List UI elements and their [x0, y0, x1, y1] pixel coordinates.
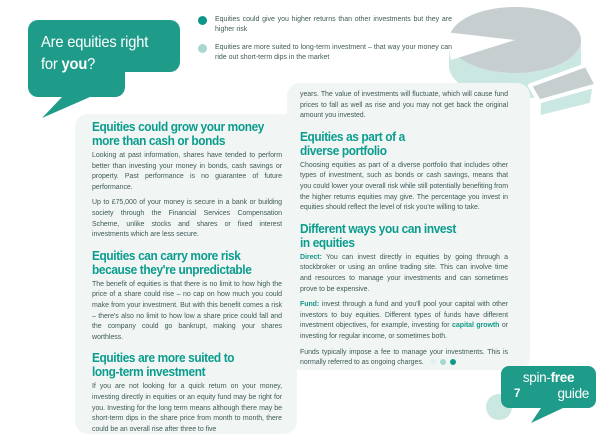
bullet-text: Equities are more suited to long-term investment – that way your money can ride out short-term dips in the market: [215, 44, 452, 61]
right-column: [300, 90, 508, 374]
continuation-paragraph: years. The value of investments will fluctuate, which will cause fund prices to fall as well as rise and you may not get back the original amount you invested.: [300, 91, 508, 120]
bullet-dot-icon: [198, 16, 207, 25]
paragraph: The benefit of equities is that there is no limit to how high the price of a share could rise – no cap on how much you could make from your investment. But with this benefit comes a risk – there's also no limit to how low a share price could fall and the company could go bankrupt, making your shares worthless.: [92, 280, 282, 341]
fund-label: Fund:: [300, 301, 320, 309]
section-heading-grow-money: Equities could grow your money more than cash or bonds: [92, 120, 265, 148]
logo-wordmark-line2: guide: [557, 386, 589, 401]
page-title-bubble: [28, 20, 184, 120]
intro-bullet-list: [198, 15, 452, 71]
paragraph: Up to £75,000 of your money is secure in a bank or building society through the Financial Services Compensation Scheme, unlike stocks and shares or fixed interest investments which are less secure.: [92, 199, 282, 239]
section-heading-more-risk: Equities can carry more risk because they're unpredictable: [92, 248, 252, 277]
section-heading-diverse-portfolio: Equities as part of a diverse portfolio: [300, 129, 405, 158]
paragraph-fund: Fund: invest through a fund and you'll pool your capital with other investors to buy equities. Different types of funds have different investment objectives, for example, investing for capital growth or investing for regular income, or sometimes both.: [300, 301, 508, 340]
bullet-dot-icon: [198, 44, 207, 53]
spin-free-guide-logo: [501, 366, 598, 424]
section-heading-ways-to-invest: Different ways you can invest in equities: [300, 221, 456, 250]
page-title: Are equities right for you?: [41, 34, 149, 73]
section-heading-long-term: Equities are more suited to long-term investment: [92, 351, 235, 380]
page-number: 7: [514, 388, 521, 400]
list-item: [198, 15, 452, 35]
list-item: [198, 43, 452, 63]
paragraph: Choosing equities as part of a diverse portfolio that includes other types of investment, such as bonds or cash savings, means that you could lower your overall risk while still potentially benefiting from the higher returns equities may give. The percentage you invest in equities should reflect the level of risk you're willing to take.: [300, 161, 508, 212]
paragraph-closing: Funds typically impose a fee to manage your investments. This is normally referred to as ongoing charges.: [300, 348, 508, 367]
capital-growth-link[interactable]: capital growth: [452, 322, 500, 330]
logo-wordmark-line1: spin-free: [522, 370, 575, 385]
paragraph: Looking at past information, shares have tended to perform better than investing your money in bonds, cash savings or property. Past performance is no guarantee of future performance.: [92, 152, 282, 191]
direct-label: Direct:: [300, 253, 322, 261]
progress-dots-icon: [426, 359, 456, 366]
paragraph-direct: Direct: You can invest directly in equities by going through a stockbroker or using an online trading site. This can involve time and resources to manage your investments and can sometimes prove to be expensive.: [300, 253, 508, 293]
page-title-line1: Are equities right: [41, 34, 149, 51]
paragraph: If you are not looking for a quick return on your money, investing directly in equities or an equity fund may be right for you. Investing for the long term means although there may be short-term dips in the share price from month to month, there could be an overall rise after three to five: [92, 383, 282, 433]
left-column: [92, 120, 282, 440]
bullet-text: Equities could give you higher returns than other investments but they are higher risk: [215, 16, 452, 33]
